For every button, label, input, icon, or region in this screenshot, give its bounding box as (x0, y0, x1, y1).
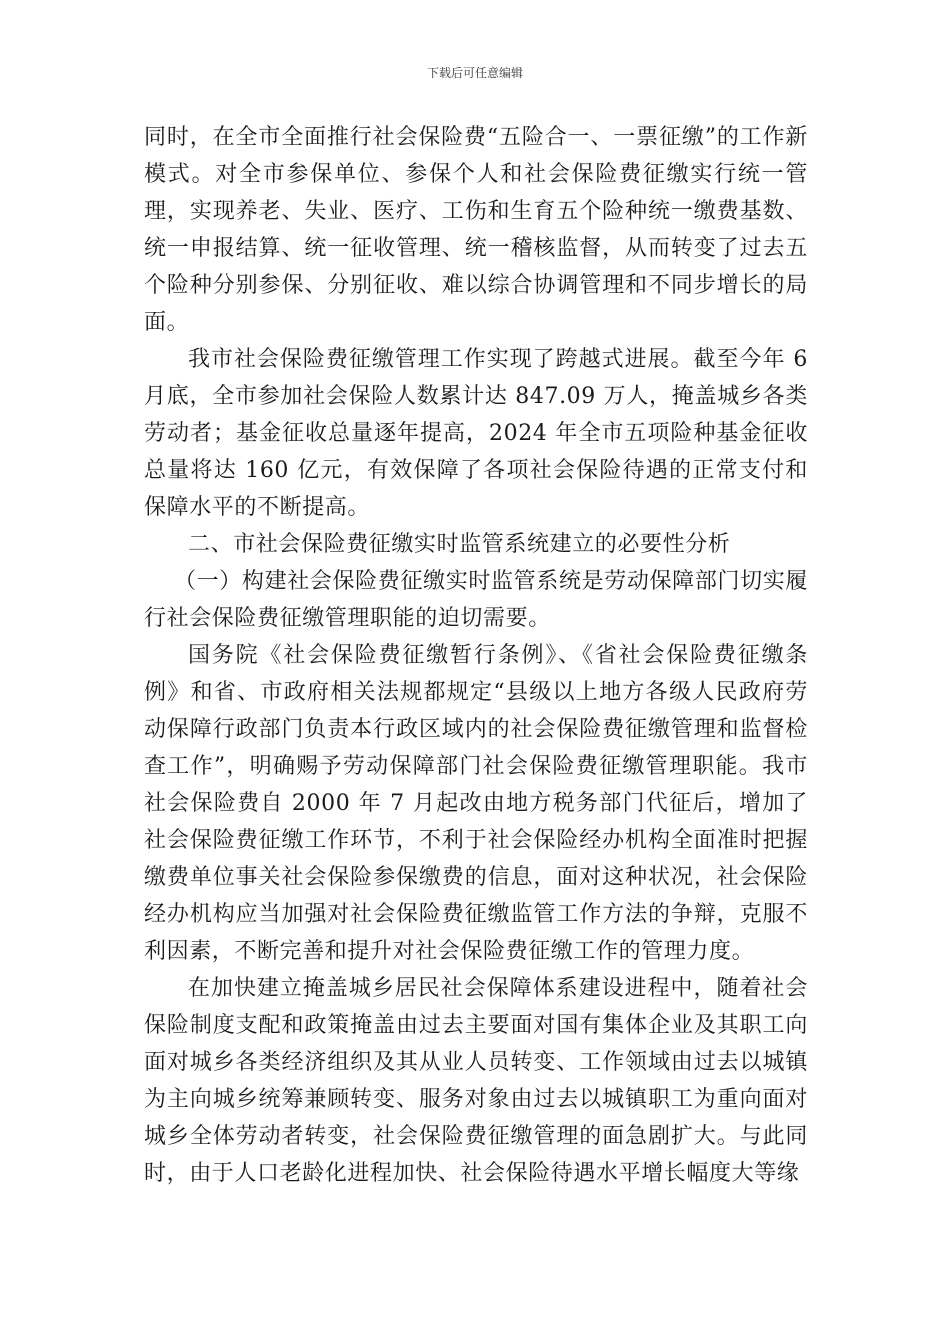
paragraph-progress: 我市社会保险费征缴管理工作实现了跨越式进展。截至今年 6 月底，全市参加社会保险人数累计达 847.09 万人，掩盖城乡各类劳动者；基金征收总量逐年提高，2024 年全市五项险种基金征收总量将达 160 亿元，有效保障了各项社会保险待遇的正常支付和保障水平的不断提高。 (144, 347, 808, 520)
page-header: 下载后可任意编辑 (426, 66, 523, 80)
document-body (144, 119, 808, 1192)
subsection-heading: （一）构建社会保险费征缴实时监管系统是劳动保障部门切实履行社会保险费征缴管理职能的迫切需要。 (144, 569, 808, 631)
paragraph-regulations: 国务院《社会保险费征缴暂行条例》、《省社会保险费征缴条例》和省、市政府相关法规都规定“县级以上地方各级人民政府劳动保障行政部门负责本行政区域内的社会保险费征缴管理和监督检查工作”，明确赐予劳动保障部门社会保险费征缴管理职能。我市社会保险费自 2000 年 7 月起改由地方税务部门代征后，增加了社会保险费征缴工作环节，不利于社会保险经办机构全面准时把握缴费单位事关社会保险参保缴费的信息，面对这种状况，社会保险经办机构应当加强对社会保险费征缴监管工作方法的争辩，克服不利因素，不断完善和提升对社会保险费征缴工作的管理力度。 (144, 643, 808, 964)
paragraph-continuation: 同时，在全市全面推行社会保险费“五险合一、一票征缴”的工作新模式。对全市参保单位、参保个人和社会保险费征缴实行统一管理，实现养老、失业、医疗、工伤和生育五个险种统一缴费基数、统一申报结算、统一征收管理、统一稽核监督，从而转变了过去五个险种分别参保、分别征收、难以综合协调管理和不同步增长的局面。 (144, 125, 808, 335)
paragraph-expansion: 在加快建立掩盖城乡居民社会保障体系建设进程中，随着社会保险制度支配和政策掩盖由过去主要面对国有集体企业及其职工向面对城乡各类经济组织及其从业人员转变、工作领域由过去以城镇为主向城乡统筹兼顾转变、服务对象由过去以城镇职工为重向面对城乡全体劳动者转变，社会保险费征缴管理的面急剧扩大。与此同时，由于人口老龄化进程加快、社会保险待遇水平增长幅度大等缘 (144, 976, 808, 1186)
section-heading: 二、市社会保险费征缴实时监管系统建立的必要性分析 (188, 532, 731, 557)
